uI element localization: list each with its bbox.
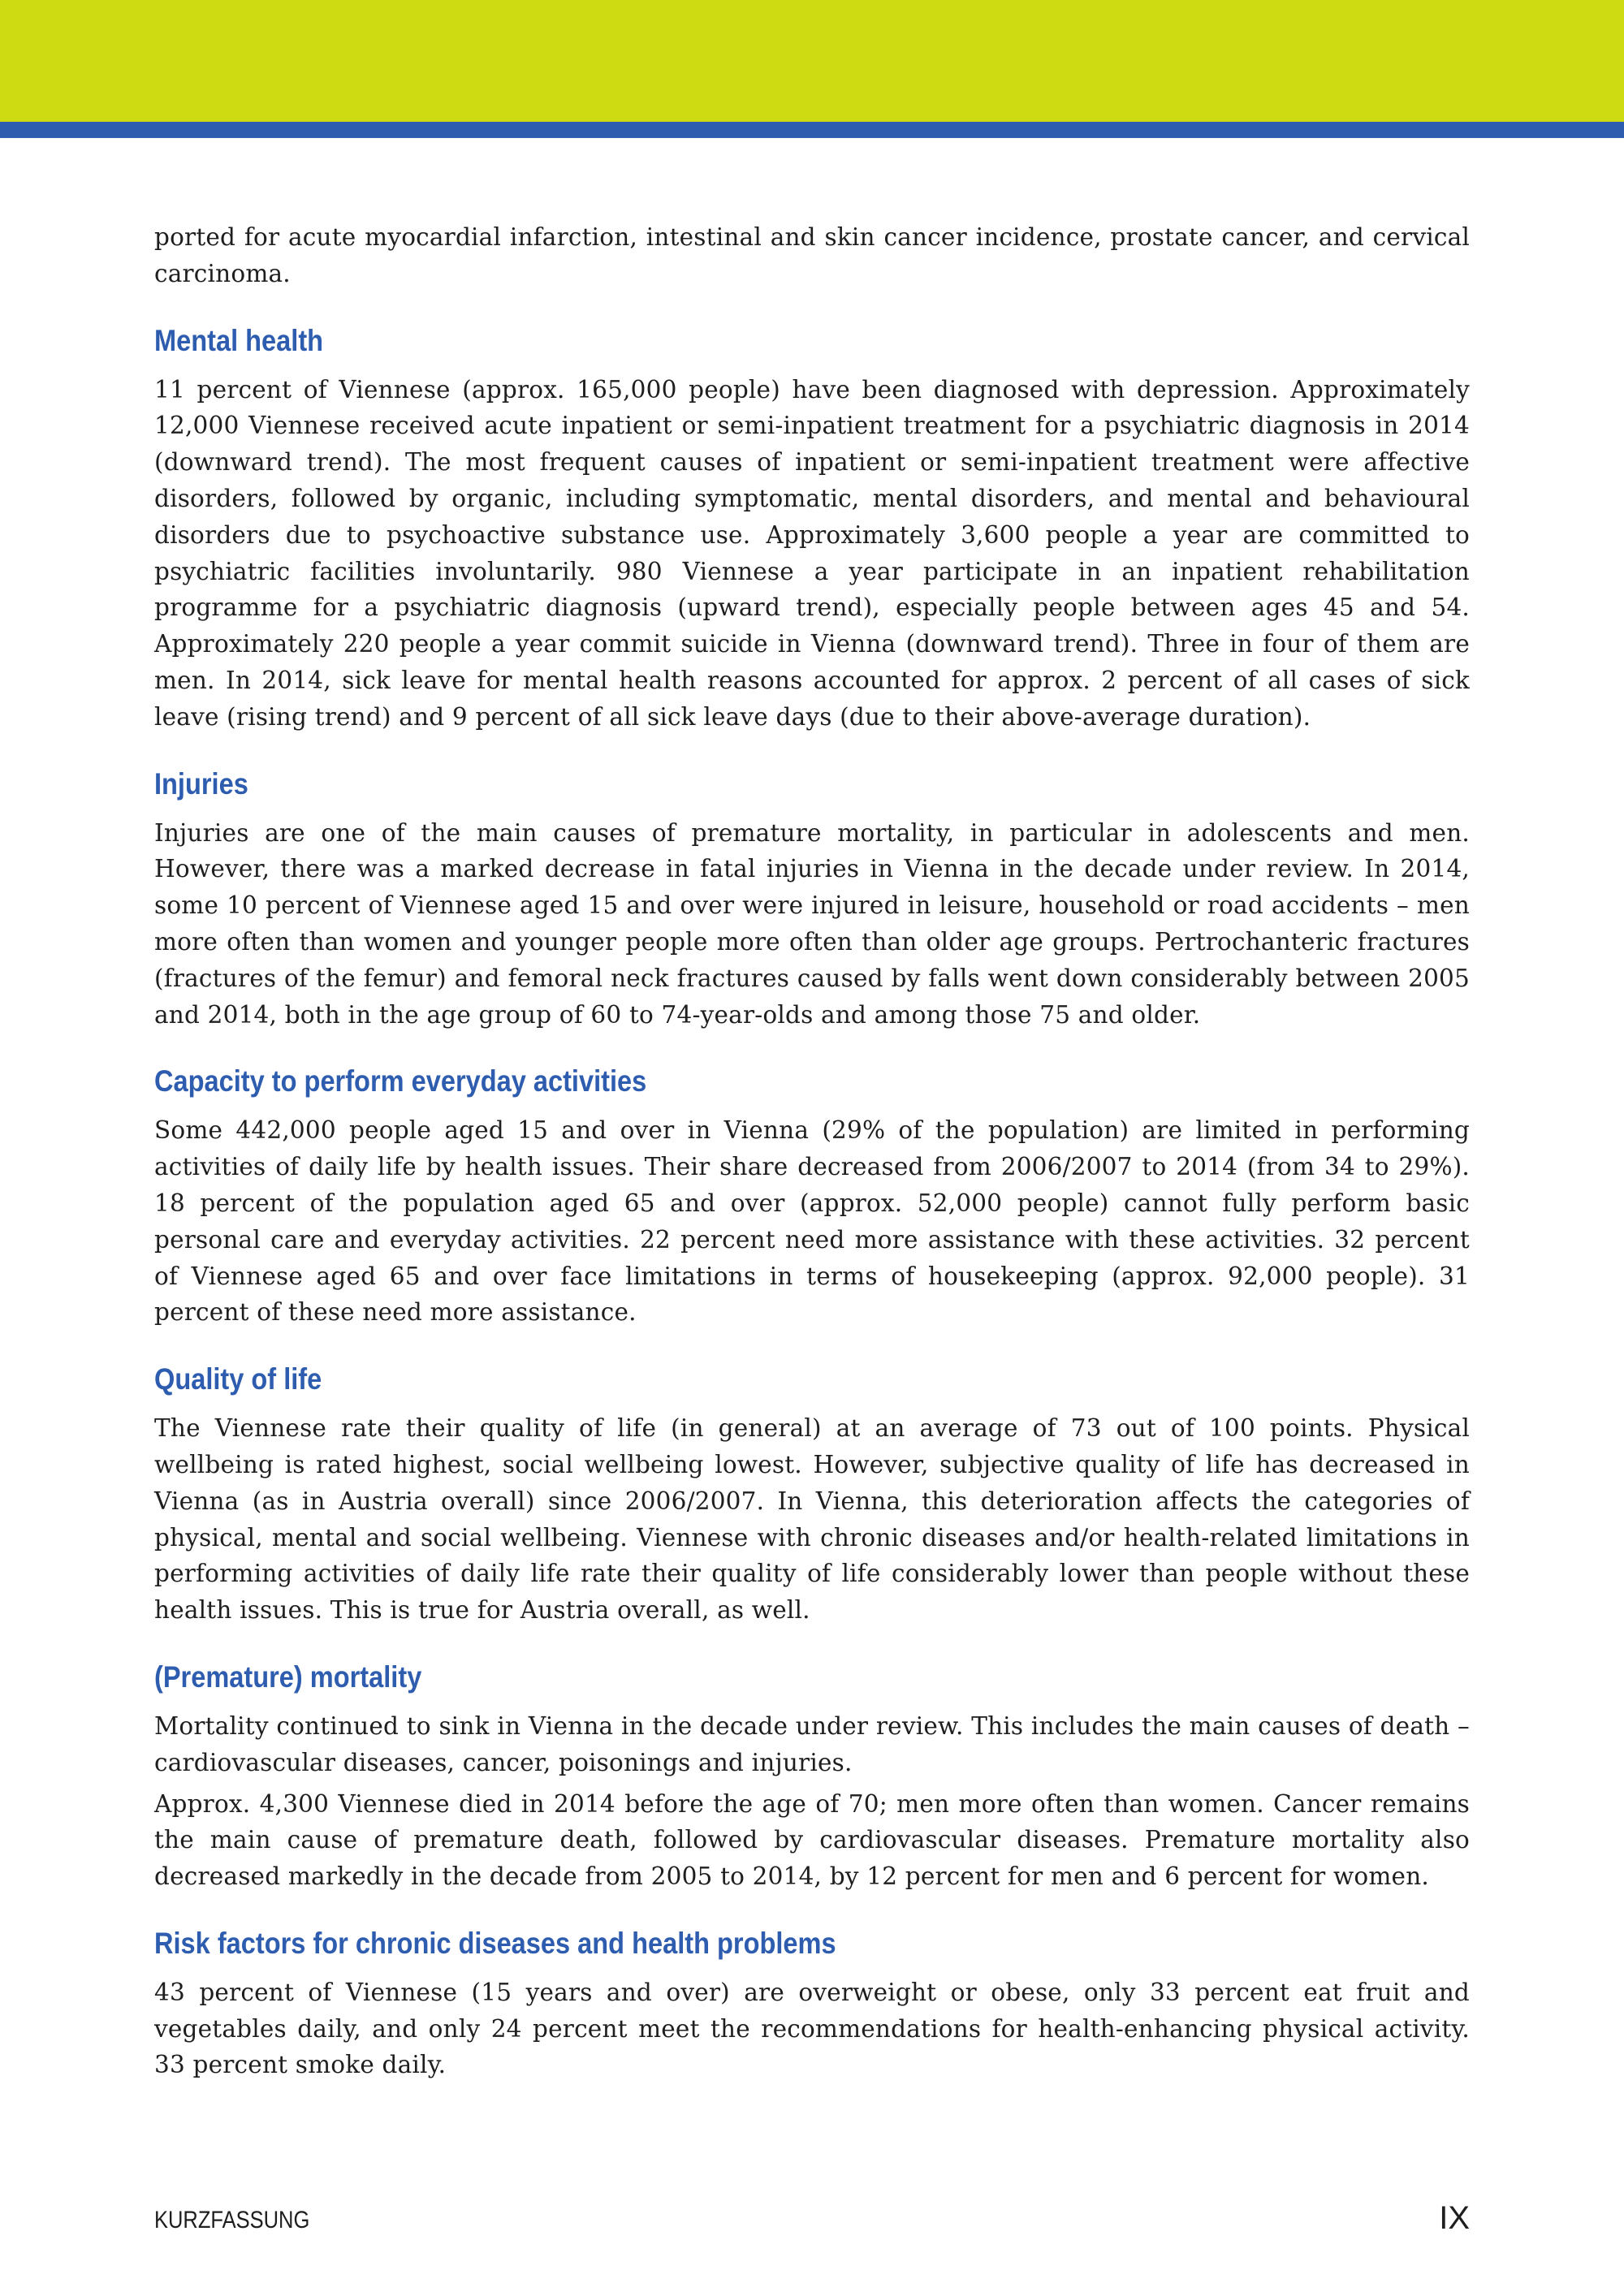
paragraph-injuries: Injuries are one of the main causes of premature mortality, in particular in adolescents and men. However, there was a marked decrease in fatal injuries in Vienna in the decade under review. In 2014, some 10 percent of Viennese aged 15 and over were injured in leisure, household or road accidents – men more often than women and younger people more often than older age groups. Pertrochanteric fractures (fractures of the femur) and femoral neck fractures caused by falls went down considerably between 2005 and 2014, both in the age group of 60 to 74-year-olds and among those 75 and older. [154,818,1470,1029]
page-number: IX [1439,2200,1470,2236]
paragraph-premature-mortality-2: Approx. 4,300 Viennese died in 2014 before the age of 70; men more often than women. Cancer remains the main cause of premature death, followed by cardiovascular diseases. Premature mortality also decreased markedly in the decade from 2005 to 2014, by 12 percent for men and 6 percent for women. [154,1789,1470,1891]
paragraph-quality-of-life: The Viennese rate their quality of life (in general) at an average of 73 out of 100 points. Physical wellbeing is rated highest, social wellbeing lowest. However, subjective quality of life has decreased in Vienna (as in Austria overall) since 2006/2007. In Vienna, this deterioration affects the categories of physical, mental and social wellbeing. Viennese with chronic diseases and/or health-related limitations in performing activities of daily life rate their quality of life considerably lower than people without these health issues. This is true for Austria overall, as well. [154,1414,1470,1625]
heading-premature-mortality: (Premature) mortality [154,1659,422,1694]
heading-quality-of-life: Quality of life [154,1362,322,1396]
top-color-band [0,0,1624,122]
footer-section-label: KURZFASSUNG [154,2207,310,2233]
heading-injuries: Injuries [154,766,248,801]
heading-mental-health: Mental health [154,323,324,357]
paragraph-premature-mortality-1: Mortality continued to sink in Vienna in the decade under review. This includes the main causes of death – cardiovascular diseases, cancer, poisonings and injuries. [154,1711,1470,1776]
intro-paragraph: ported for acute myocardial infarction, intestinal and skin cancer incidence, prostate cancer, and cervical carcinoma. [154,223,1470,287]
heading-risk-factors: Risk factors for chronic diseases and health problems [154,1926,836,1960]
paragraph-capacity-everyday-activities: Some 442,000 people aged 15 and over in Vienna (29% of the population) are limited in performing activities of daily life by health issues. Their share decreased from 2006/2007 to 2014 (from 34 to 29%). 18 percent of the population aged 65 and over (approx. 52,000 people) cannot fully perform basic personal care and everyday activities. 22 percent need more assistance with these activities. 32 percent of Viennese aged 65 and over face limitations in terms of housekeeping (approx. 92,000 people). 31 percent of these need more assistance. [154,1116,1470,1327]
heading-capacity-everyday-activities: Capacity to perform everyday activities [154,1064,647,1098]
paragraph-risk-factors: 43 percent of Viennese (15 years and over) are overweight or obese, only 33 percent eat fruit and vegetables daily, and only 24 percent meet the recommendations for health-enhancing physical activity. 33 percent smoke daily. [154,1978,1470,2079]
page-body [154,219,1470,2083]
paragraph-mental-health: 11 percent of Viennese (approx. 165,000 people) have been diagnosed with depression. Approximately 12,000 Viennese received acute inpatient or semi-inpatient treatment for a psychiatric diagnosis in 2014 (downward trend). The most frequent causes of inpatient or semi-inpatient treatment were affective disorders, followed by organic, including symptomatic, mental disorders, and mental and behavioural disorders due to psychoactive substance use. Approximately 3,600 people a year are committed to psychiatric facilities involuntarily. 980 Viennese a year participate in an inpatient rehabilitation programme for a psychiatric diagnosis (upward trend), especially people between ages 45 and 54. Approximately 220 people a year commit suicide in Vienna (downward trend). Three in four of them are men. In 2014, sick leave for mental health reasons accounted for approx. 2 percent of all cases of sick leave (rising trend) and 9 percent of all sick leave days (due to their above-average duration). [154,375,1470,731]
top-accent-stripe [0,122,1624,138]
